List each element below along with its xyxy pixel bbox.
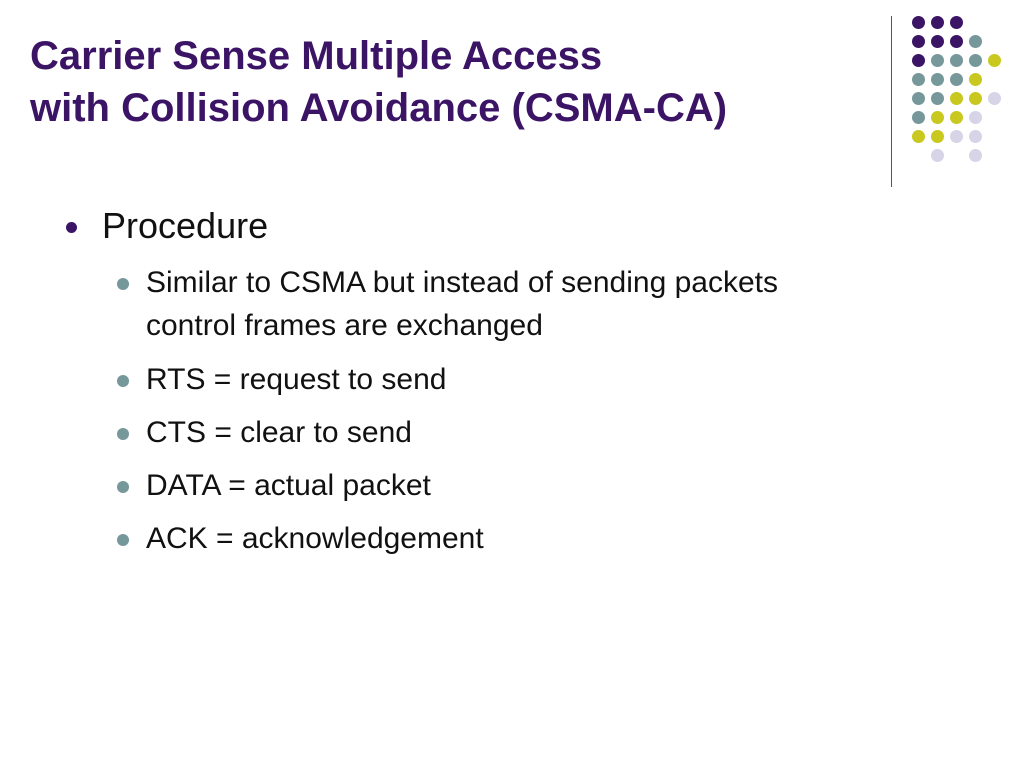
dot-lavender — [950, 130, 963, 143]
sub-bullet-text: Similar to CSMA but instead of sending packets — [146, 266, 778, 299]
dot-lime — [969, 73, 982, 86]
dot-teal — [912, 111, 925, 124]
dot-lime — [912, 130, 925, 143]
bullet-dot-icon — [117, 534, 129, 546]
bullet-dot-icon — [117, 375, 129, 387]
dot-purple — [912, 54, 925, 67]
sub-bullet-text: ACK = acknowledgement — [146, 522, 484, 555]
dot-teal — [950, 73, 963, 86]
sub-bullet-text-continued: control frames are exchanged — [146, 309, 543, 342]
dot-purple — [912, 16, 925, 29]
sub-bullet-text: RTS = request to send — [146, 363, 447, 396]
dot-lavender — [969, 111, 982, 124]
dot-lime — [969, 92, 982, 105]
dot-purple — [950, 35, 963, 48]
dot-teal — [931, 73, 944, 86]
bullet-procedure: Procedure — [102, 205, 269, 246]
title-divider-line — [891, 16, 892, 187]
dot-teal — [969, 35, 982, 48]
dot-lavender — [969, 130, 982, 143]
sub-bullet-text: DATA = actual packet — [146, 469, 431, 502]
dot-lime — [950, 92, 963, 105]
dot-purple — [931, 35, 944, 48]
dot-teal — [912, 73, 925, 86]
dot-teal — [912, 92, 925, 105]
bullet-dot-icon — [117, 481, 129, 493]
dot-lavender — [988, 92, 1001, 105]
dot-teal — [931, 54, 944, 67]
dot-teal — [950, 54, 963, 67]
dot-lime — [950, 111, 963, 124]
dot-purple — [950, 16, 963, 29]
title-line-2: with Collision Avoidance (CSMA-CA) — [30, 86, 728, 130]
dot-lavender — [969, 149, 982, 162]
dot-purple — [912, 35, 925, 48]
dot-lime — [988, 54, 1001, 67]
dot-lime — [931, 130, 944, 143]
dot-teal — [931, 92, 944, 105]
dot-lavender — [931, 149, 944, 162]
title-line-1: Carrier Sense Multiple Access — [30, 34, 603, 78]
bullet-dot-icon — [117, 428, 129, 440]
dot-purple — [931, 16, 944, 29]
dot-teal — [969, 54, 982, 67]
slide-title — [30, 30, 727, 134]
dot-lime — [931, 111, 944, 124]
sub-bullet-text: CTS = clear to send — [146, 416, 412, 449]
bullet-dot-icon — [117, 278, 129, 290]
bullet-dot-icon — [66, 222, 77, 233]
